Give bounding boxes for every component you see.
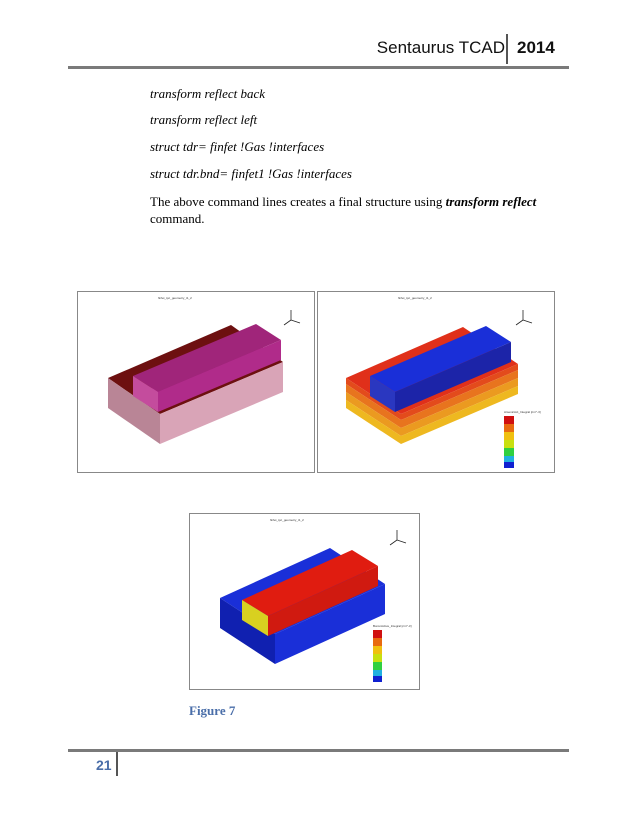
figure-boron-doping <box>189 513 420 690</box>
paragraph-text: The above command lines creates a final structure using <box>150 194 446 209</box>
arsenic-structure <box>346 326 518 444</box>
figure-arsenic-doping <box>317 291 555 473</box>
arsenic-plot-title: finfet_tpc_geometry_t1_2 <box>398 296 432 300</box>
footer-separator <box>116 752 118 776</box>
footer-rule <box>68 749 569 752</box>
command-line-4: struct tdr.bnd= finfet1 !Gas !interfaces <box>150 166 352 181</box>
figure-caption: Figure 7 <box>189 703 236 718</box>
boron-legend-title: BoronActive_Integral [cm^-3] <box>373 624 412 628</box>
page-number: 21 <box>96 757 112 773</box>
paragraph-text-end: command. <box>150 211 205 226</box>
paragraph-command: transform reflect <box>445 194 537 209</box>
geometry-structure <box>108 324 283 444</box>
command-line-2: transform reflect left <box>150 112 258 127</box>
figure-geometry <box>77 291 315 473</box>
axis-triad-icon <box>390 530 406 545</box>
header-title: Sentaurus TCAD <box>376 38 505 57</box>
command-line-3: struct tdr= finfet !Gas !interfaces <box>150 139 325 154</box>
description-paragraph <box>150 193 550 227</box>
axis-triad-icon <box>516 310 532 325</box>
header-year: 2014 <box>517 38 555 57</box>
geometry-plot-title: finfet_tpc_geometry_t1_2 <box>158 296 192 300</box>
boron-legend <box>373 624 412 682</box>
boron-plot-title: finfet_tpc_geometry_t1_2 <box>270 518 304 522</box>
axis-triad-icon <box>284 310 300 325</box>
arsenic-legend <box>504 410 541 468</box>
header-rule <box>68 66 569 69</box>
command-line-1: transform reflect back <box>150 86 266 101</box>
boron-structure <box>220 548 385 664</box>
header-separator <box>506 34 508 64</box>
arsenic-legend-title: ArsenicAct_Integral [cm^-3] <box>504 410 541 414</box>
